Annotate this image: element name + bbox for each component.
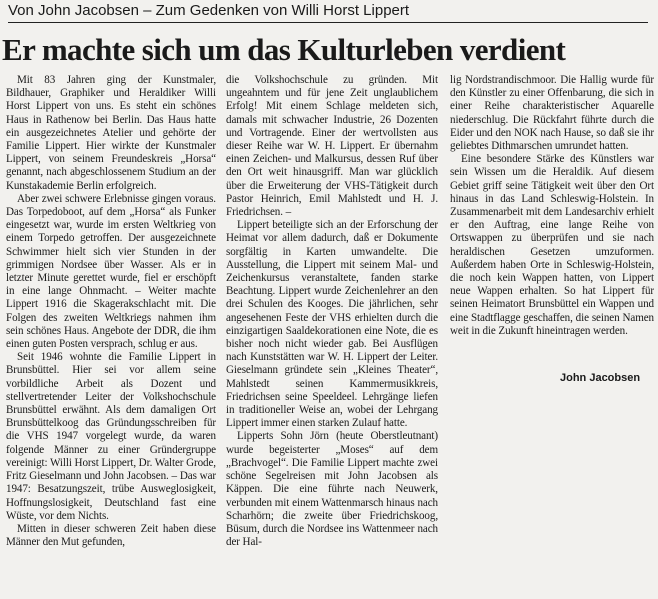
article-author: John Jacobsen: [560, 372, 641, 384]
paragraph: lig Nordstrandischmoor. Die Hallig wurde für den Künstler zu einer Offenbarung, die sich in einer Reihe charakteristischer Aquarelle niederschlug. Die Rückfahrt führte durch die Eider und den NOK nach Hause, so daß sie ihr geliebtes Dithmarschen umrundet hatten.: [450, 74, 654, 153]
article-column-1: [6, 74, 216, 549]
paragraph: Aber zwei schwere Erlebnisse gingen voraus. Das Torpedoboot, auf dem „Horsa“ als Funker eingesetzt war, wurde im ersten Weltkrieg von einem Torpedo getroffen. Der ausgezeichnete Schwimmer hielt sich vier Stunden in der grimmigen Nordsee über Wasser. Als er in letzter Minute gerettet wurde, fiel er erschöpft in eine lange Ohnmacht. – Weiter machte Lippert 1916 die Skagerakschlacht mit. Die Folgen des zweiten Weltkriegs nahmen ihm sein schönes Haus. Angebote der DDR, die ihm einen guten Posten versprach, schlug er aus.: [6, 192, 216, 351]
paragraph: die Volkshochschule zu gründen. Mit ungeahntem und für jene Zeit unglaublichem Erfolg! Mit einem Schlage meldeten sich, damals mit schwacher Industrie, 26 Dozenten und Vortragende. Einer der wertvollsten aus dieser Reihe war W. H. Lippert. Er übernahm einen Zeichen- und Malkursus, dessen Ruf über den Ort weit hinausgriff. Man war glücklich über die Erweiterung der VHS-Tätigkeit durch Pastor Heinrich, Emil Mahlstedt und H. J. Friedrichsen. –: [226, 74, 438, 219]
paragraph: Lipperts Sohn Jörn (heute Oberstleutnant) wurde begeisterter „Moses“ auf dem „Brachvogel“. Die Familie Lippert machte zwei schöne Segelreisen mit John Jacobsen als Käppen. Die eine führte nach Neuwerk, verbunden mit einem Wattenmarsch hinaus nach Scharhörn; die zweite über Friedrichskoog, Büsum, durch die Nordsee ins Wattenmeer nach der Hal-: [226, 430, 438, 549]
article-column-3: [450, 74, 654, 338]
paragraph: Mit 83 Jahren ging der Kunstmaler, Bildhauer, Graphiker und Heraldiker Willi Horst Lippert von uns. Es steht ein schönes Haus in Rathenow bei Berlin. Das Haus hatte ein ausgezeichnetes Atelier und gehörte der Familie Lippert. Hier wirkte der Kunstmaler Lippert, von seinem Freundeskreis „Horsa“ genannt, nach abgeschlossenem Studium an der Kunstakademie Berlin erfolgreich.: [6, 74, 216, 192]
article-column-2: [226, 74, 438, 549]
paragraph: Lippert beteiligte sich an der Erforschung der Heimat vor allem dadurch, daß er Dokumente sorgfältig in Karten umwandelte. Die Ausstellung, die Lippert mit seinem Mal- und Zeichenkursus veranstaltete, fanden starke Beachtung. Lippert wurde Zeichenlehrer an den drei Schulen des Kooges. Die jährlichen, sehr angesehenen Feste der VHS erhielten durch die einzigartigen Saaldekorationen eine Note, die es bisher noch nicht wieder gab. Bei Ausflügen nach Kunststätten war W. H. Lippert der Leiter. Gieselmann gründete sein „Kleines Theater“, Mahlstedt seinen Kammermusikkreis, Friedrichsen seine Speeldeel. Lehrgänge liefen in traditioneller Weise an, wobei der Lehrgang Lippert immer einen starken Zulauf hatte.: [226, 219, 438, 430]
paragraph: Eine besondere Stärke des Künstlers war sein Wissen um die Heraldik. Auf diesem Gebiet griff seine Tätigkeit weit über den Ort hinaus in das Land Schleswig-Holstein. In Zusammenarbeit mit dem Landesarchiv erhielt er den Auftrag, eine lange Reihe von Ortswappen zu überprüfen und sie nach heraldischen Gesetzen umzuformen. Außerdem haben Orte in Schleswig-Holstein, die noch kein Wappen hatten, von Lippert neue Wappen erhalten. So hat Lippert für seinen Heimatort Brunsbüttel ein Wappen und eine Stadtflagge geschaffen, die seinen Namen weit in die Zukunft hineintragen werden.: [450, 153, 654, 337]
paragraph: Mitten in dieser schweren Zeit haben diese Männer den Mut gefunden,: [6, 522, 216, 549]
paragraph: Seit 1946 wohnte die Familie Lippert in Brunsbüttel. Hier sei vor allem seine vorbildliche Arbeit als Dozent und stellvertretender Leiter der Volkshochschule Brunsbüttel erwähnt. Als dem damaligen Ort Brunsbüttelkoog das Gründungsschreiben für die VHS 1947 vorgelegt wurde, da waren folgende Männer zu einer Gründergruppe vereinigt: Willi Horst Lippert, Dr. Walter Grode, Fritz Gieselmann und John Jacobsen. – Das war 1947: Besatzungszeit, trübe Ausweglosigkeit, Hoffnungslosigkeit, Deutschland fast eine Wüste, vor dem Nichts.: [6, 351, 216, 522]
article-headline: Er machte sich um das Kulturleben verdient: [2, 32, 566, 67]
article-kicker: Von John Jacobsen – Zum Gedenken von Willi Horst Lippert: [8, 2, 648, 23]
